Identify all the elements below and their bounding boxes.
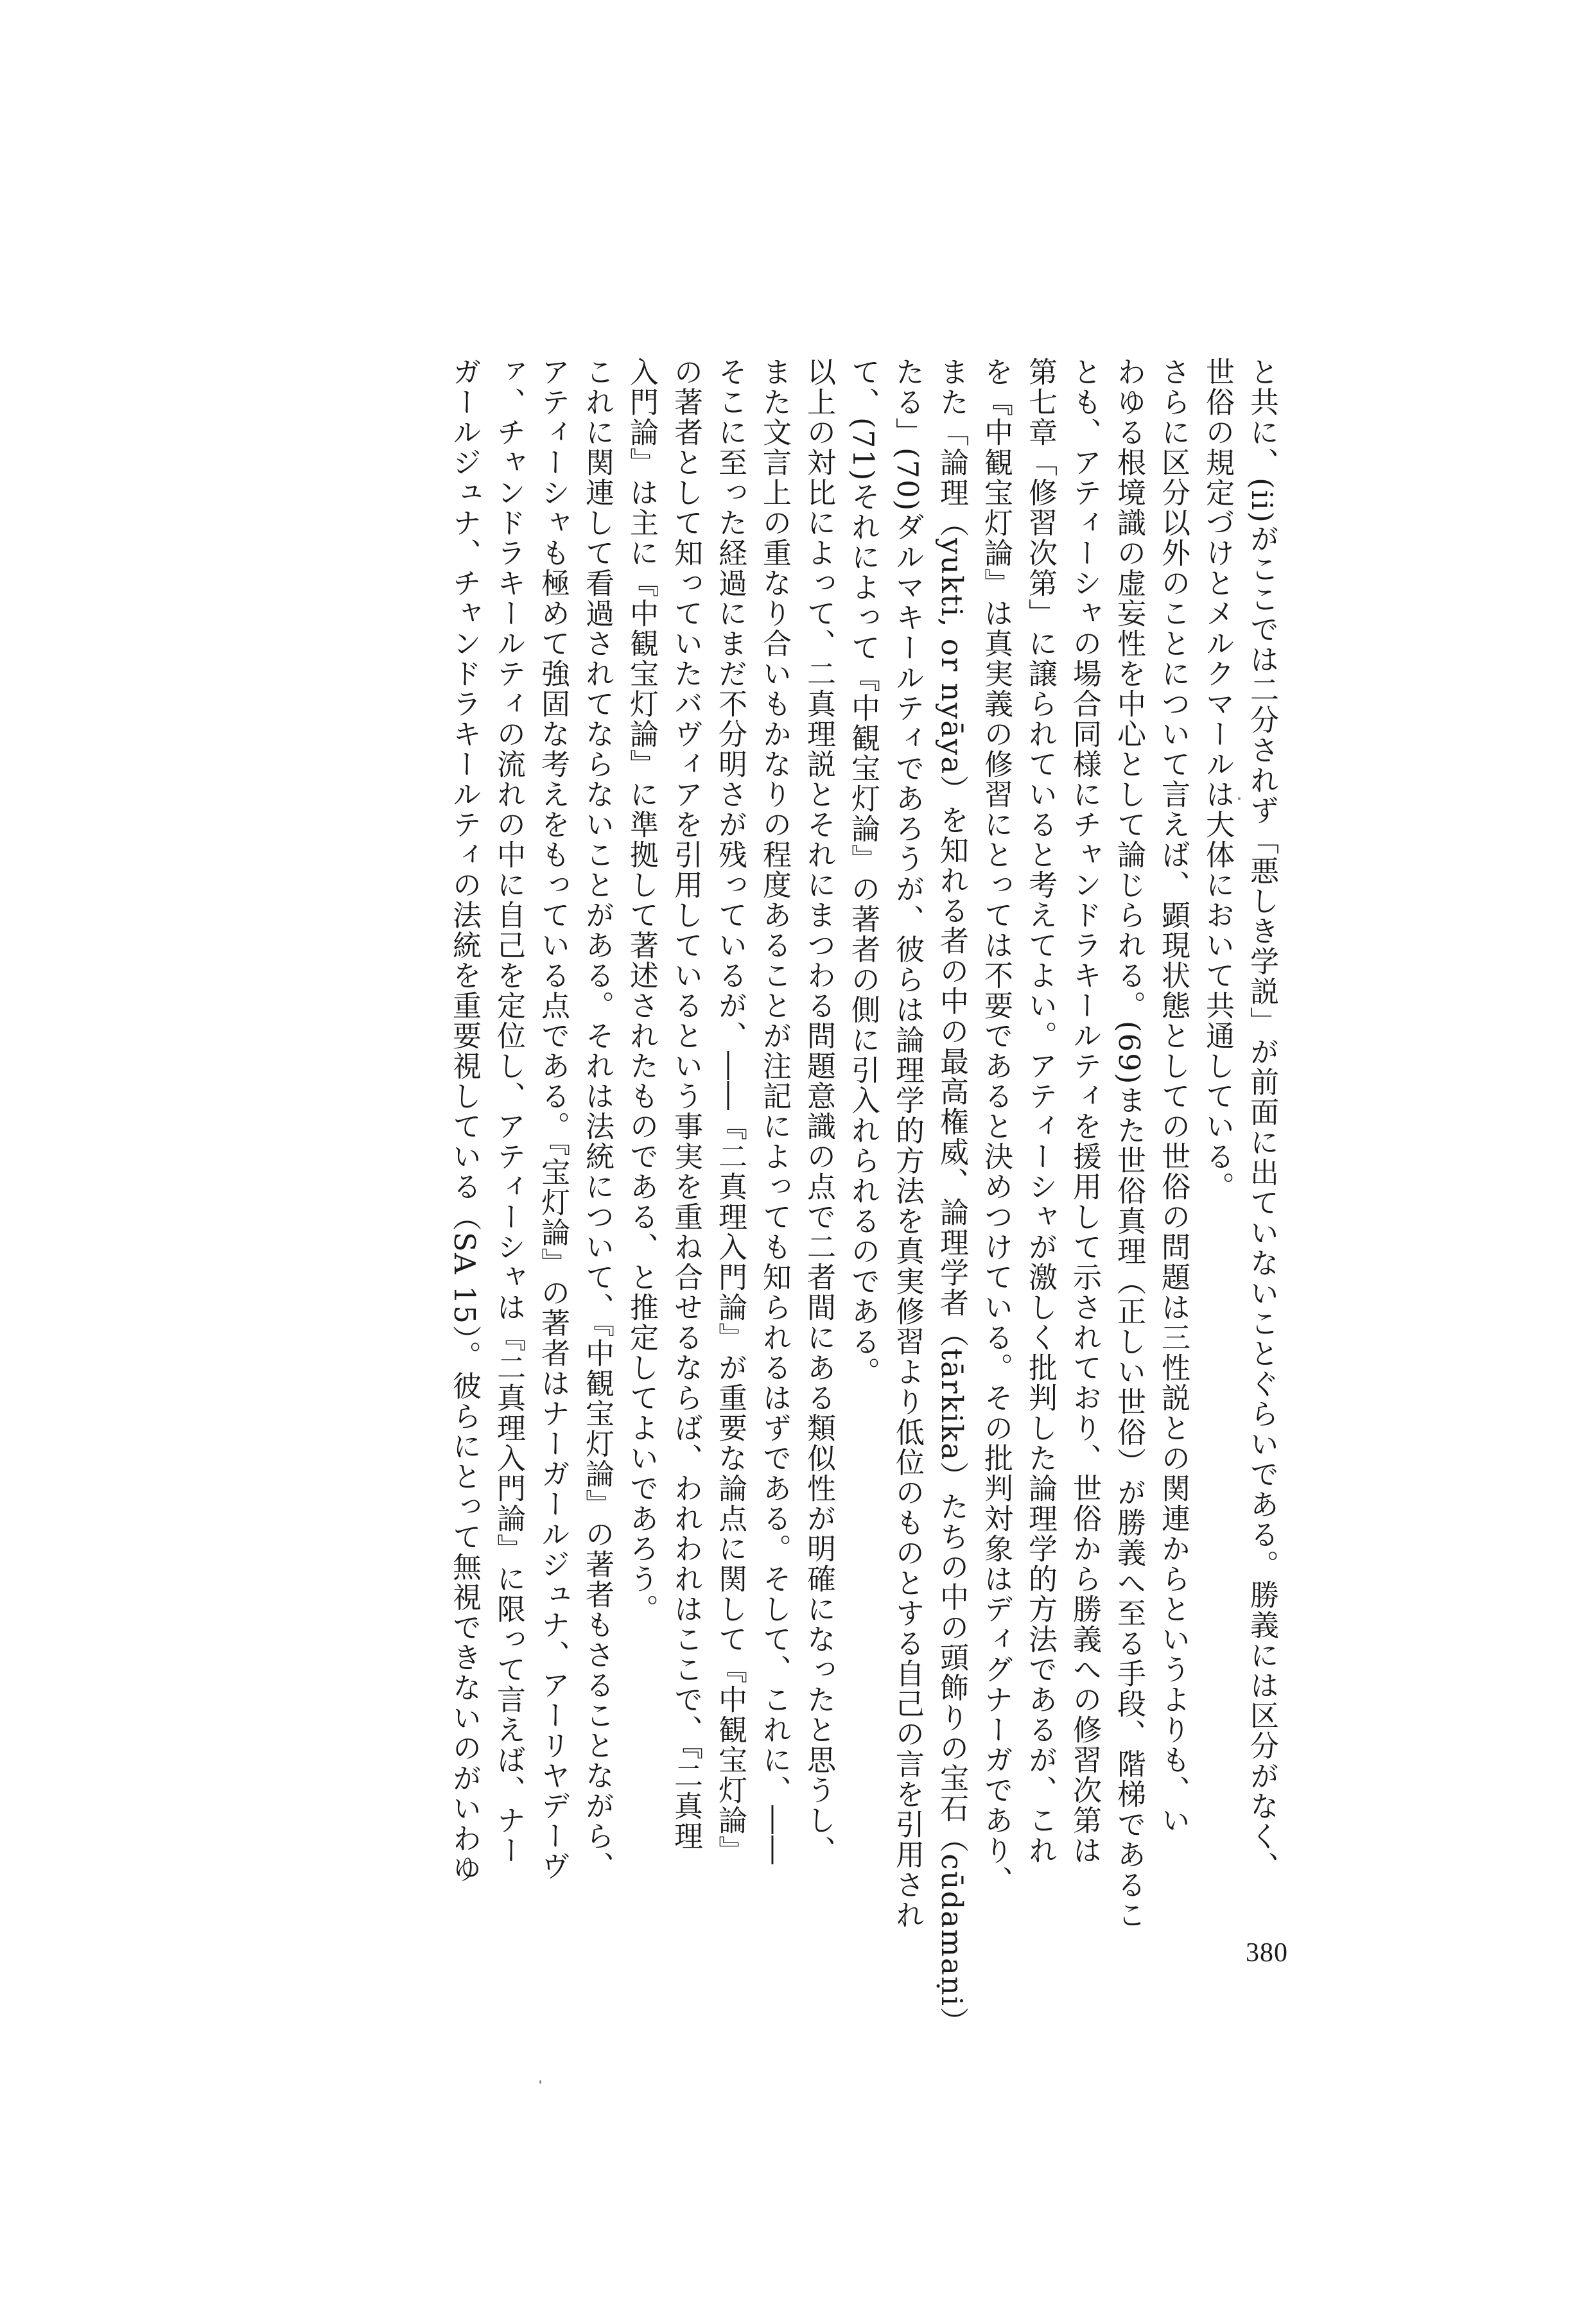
text-line: また「論理（yukti, or nyāya）を知れる者の中の最高権威、論理学者（tārkika）たちの中の頭飾りの宝石（cūdamaṇi） xyxy=(935,357,969,2038)
page-number: 380 xyxy=(1246,1938,1288,1968)
text-line: たる」(70)ダルマキールティであろうが、彼らは論理学的方法を真実修習より低位のものとする自己の言を引用され xyxy=(891,357,925,1930)
text-line: の著者として知っていたバヴィアを引用しているという事実を重ね合せるならば、われわれはここで、『二真理 xyxy=(669,357,703,1851)
scan-speck xyxy=(1238,797,1241,800)
scan-speck xyxy=(539,2080,541,2084)
text-line: そこに至った経過にまだ不分明さが残っているが、――『二真理入門論』が重要な論点に関して『中観宝灯論』 xyxy=(713,357,747,1866)
text-line: アティーシャも極めて強固な考えをもっている点である。『宝灯論』の著者はナーガールジュナ、アーリヤデーヴ xyxy=(536,357,570,1882)
text-line: 以上の対比によって、二真理説とそれにまつわる問題意識の点で二者間にある類似性が明確になったと思うし、 xyxy=(802,357,836,1866)
text-line: とも、アティーシャの場合同様にチャンドラキールティを援用して示されており、世俗から勝義への修習次第は xyxy=(1068,357,1102,1866)
text-line: と共に、(ii)がここでは二分されず「悪しき学説」が前面に出ていないことぐらいである。勝義には区分がなく、 xyxy=(1245,357,1279,1882)
text-line: さらに区分以外のことについて言えば、顕現状態としての世俗の問題は三性説との関連からというよりも、い xyxy=(1156,357,1190,1835)
text-line: 入門論』は主に『中観宝灯論』に準拠して著述されたものである、と推定してよいであろう。 xyxy=(625,357,659,1624)
text-line: 世俗の規定づけとメルクマールは大体において共通している。 xyxy=(1201,357,1235,1202)
text-line: て、(71)それによって『中観宝灯論』の著者の側に引入れられるのである。 xyxy=(846,357,880,1387)
text-line: ァ、チャンドラキールティの流れの中に自己を定位し、アティーシャは『二真理入門論』に限って言えば、ナー xyxy=(492,357,526,1866)
text-line: また文言上の重なり合いもかなりの程度あることが注記によっても知られるはずである。そして、これに、―― xyxy=(758,357,792,1866)
text-line: わゆる根境識の虚妄性を中心として論じられる。(69)また世俗真理（正しい世俗）が勝義へ至る手段、階梯であるこ xyxy=(1112,357,1146,1930)
text-line: 第七章「修習次第」に譲られていると考えてよい。アティーシャが激しく批判した論理学的方法であるが、これ xyxy=(1024,357,1058,1866)
text-line: これに関連して看過されてならないことがある。それは法統について、『中観宝灯論』の著者もさることながら、 xyxy=(580,357,614,1882)
text-line: を『中観宝灯論』は真実義の修習にとっては不要であると決めつけている。その批判対象はディグナーガであり、 xyxy=(979,357,1013,1896)
text-line: ガールジュナ、チャンドラキールティの法統を重要視している（SA 15）。彼らにとって無視できないのがいわゆ xyxy=(448,357,482,1884)
